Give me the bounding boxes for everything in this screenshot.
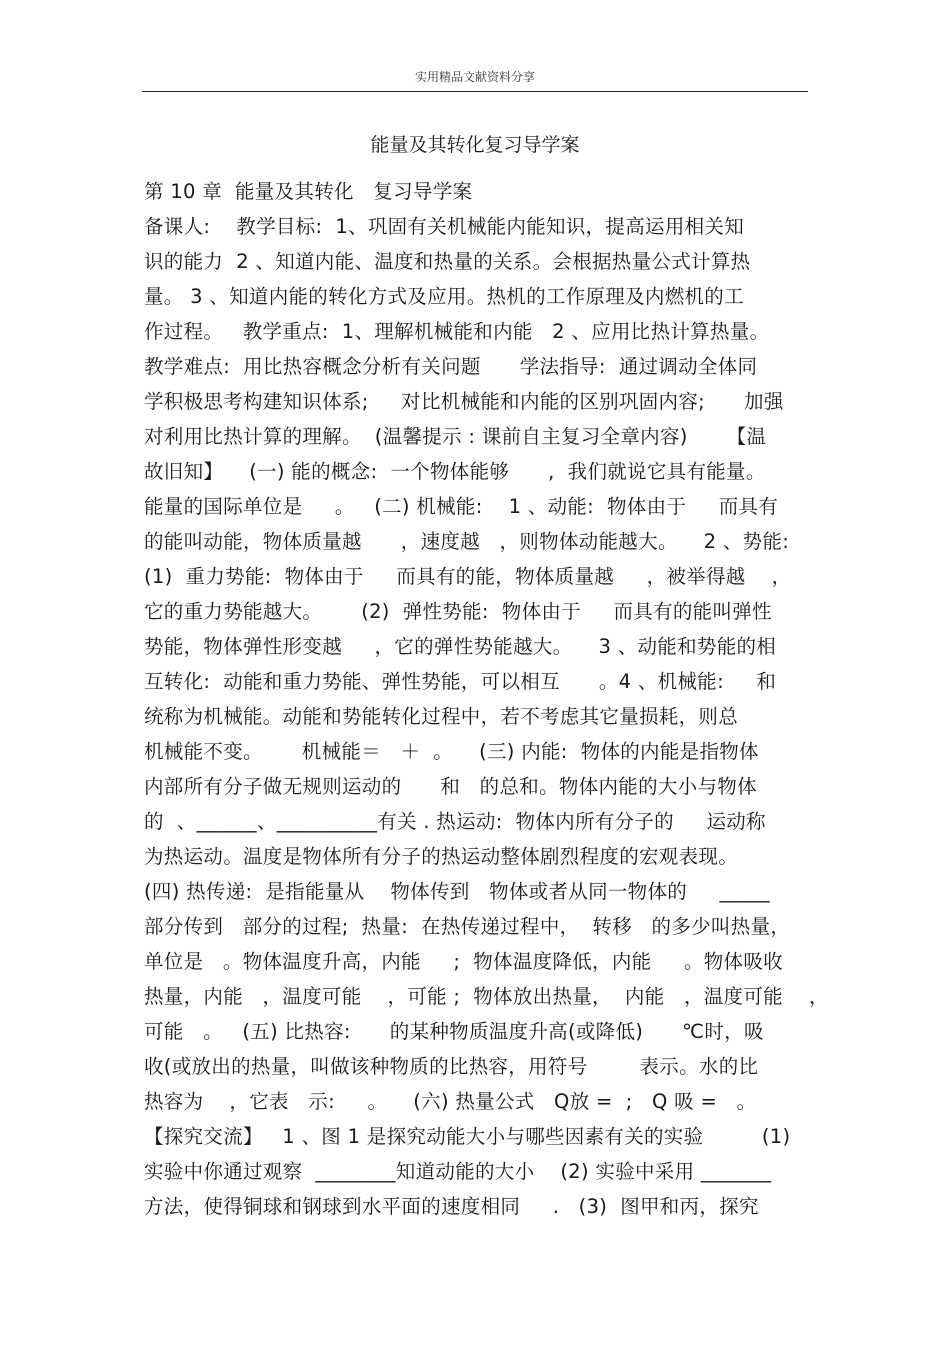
body-line: 它的重力势能越大。 (2) 弹性势能: 物体由于 而具有的能叫弹性 bbox=[144, 600, 772, 623]
body-line: 故旧知】 (一) 能的概念: 一个物体能够 , 我们就说它具有能量。 bbox=[144, 460, 766, 483]
header-divider bbox=[142, 91, 808, 92]
body-line: (1) 重力势能: 物体由于 而具有的能，物体质量越 ，被举得越 ， bbox=[144, 565, 792, 588]
document-body bbox=[144, 174, 829, 1224]
body-line: 机械能不变。 机械能＝ ＋ 。 (三) 内能: 物体的内能是指物体 bbox=[144, 740, 759, 763]
body-line: 热量，内能 ，温度可能 ，可能 ; 物体放出热量， 内能 ，温度可能 ， bbox=[144, 985, 829, 1008]
document-title: 能量及其转化复习导学案 bbox=[370, 134, 580, 156]
body-line: 统称为机械能。动能和势能转化过程中，若不考虑其它量损耗，则总 bbox=[144, 705, 739, 728]
body-line: 【探究交流】 1 、图 1 是探究动能大小与哪些因素有关的实验 (1) bbox=[144, 1125, 791, 1148]
body-line: (四) 热传递: 是指能量从 物体传到 物体或者从同一物体的 _____ bbox=[144, 880, 770, 903]
body-line: 第 10 章 能量及其转化 复习导学案 bbox=[144, 180, 473, 203]
body-line: 部分传到 部分的过程; 热量: 在热传递过程中， 转移 的多少叫热量， bbox=[144, 915, 791, 938]
body-line: 能量的国际单位是 。 (二) 机械能: 1 、动能: 物体由于 而具有 bbox=[144, 495, 779, 518]
body-line: 的能叫动能，物体质量越 ，速度越 ，则物体动能越大。 2 、势能: bbox=[144, 530, 790, 553]
running-header: 实用精品文献资料分享 bbox=[414, 70, 535, 84]
body-line: 对利用比热计算的理解。 (温馨提示 : 课前自主复习全章内容) 【温 bbox=[144, 425, 767, 448]
body-line: 为热运动。温度是物体所有分子的热运动整体剧烈程度的宏观表现。 bbox=[144, 845, 739, 868]
body-line: 教学难点: 用比热容概念分析有关问题 学法指导: 通过调动全体同 bbox=[144, 355, 758, 378]
body-line: 内部所有分子做无规则运动的 和 的总和。物体内能的大小与物体 bbox=[144, 775, 757, 798]
body-line: 可能 。 (五) 比热容: 的某种物质温度升高(或降低) ℃时，吸 bbox=[144, 1020, 764, 1043]
body-line: 量。 3 、知道内能的转化方式及应用。热机的工作原理及内燃机的工 bbox=[144, 285, 744, 308]
body-line: 势能，物体弹性形变越 ，它的弹性势能越大。 3 、动能和势能的相 bbox=[144, 635, 777, 658]
body-line: 方法，使得铜球和钢球到水平面的速度相同 . (3) 图甲和丙，探究 bbox=[144, 1195, 759, 1218]
body-line: 收(或放出的热量，叫做该种物质的比热容，用符号 表示。水的比 bbox=[144, 1055, 759, 1078]
body-line: 热容为 ，它表 示: 。 (六) 热量公式 Q放 = ; Q 吸 = 。 bbox=[144, 1090, 757, 1113]
body-line: 的 、______、__________有关 . 热运动: 物体内所有分子的 运动称 bbox=[144, 810, 766, 833]
body-line: 作过程。 教学重点: 1、理解机械能和内能 2 、应用比热计算热量。 bbox=[144, 320, 770, 343]
body-line: 备课人: 教学目标: 1、巩固有关机械能内能知识，提高运用相关知 bbox=[144, 215, 745, 238]
body-line: 识的能力 2 、知道内能、温度和热量的关系。会根据热量公式计算热 bbox=[144, 250, 751, 273]
body-line: 学积极思考构建知识体系; 对比机械能和内能的区别巩固内容; 加强 bbox=[144, 390, 784, 413]
body-line: 单位是 。物体温度升高，内能 ; 物体温度降低，内能 。物体吸收 bbox=[144, 950, 783, 973]
body-line: 实验中你通过观察 ________知道动能的大小 (2) 实验中采用 _______ bbox=[144, 1160, 772, 1183]
body-line: 互转化: 动能和重力势能、弹性势能，可以相互 。4 、机械能: 和 bbox=[144, 670, 777, 693]
